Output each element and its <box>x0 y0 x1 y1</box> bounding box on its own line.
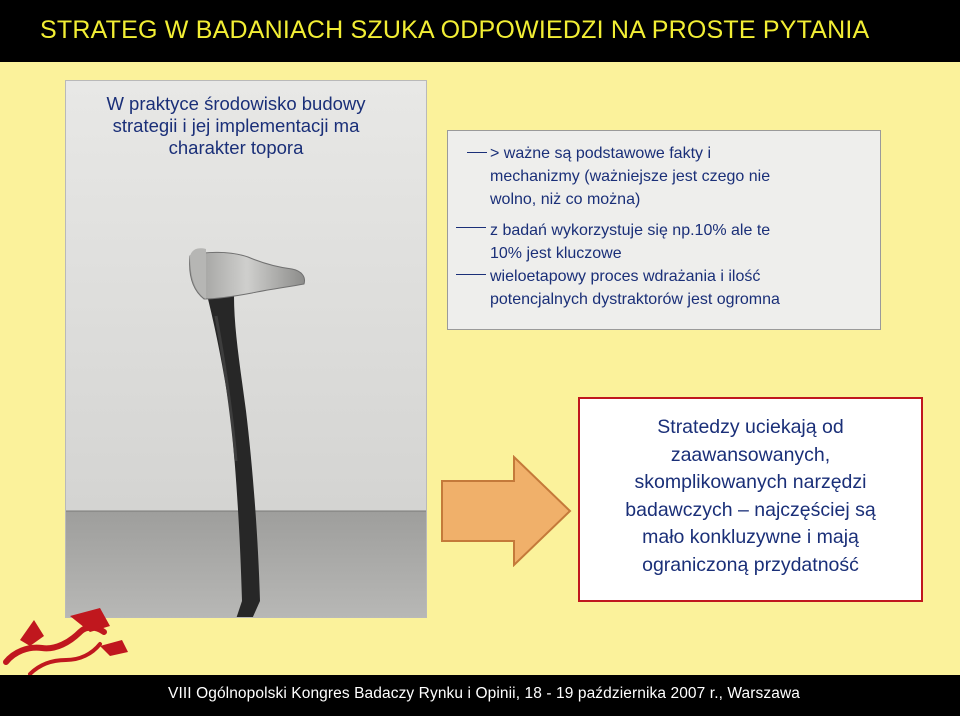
callout-text <box>580 414 921 579</box>
callout-line: Stratedzy uciekają od <box>657 416 844 438</box>
fact-line: z badań wykorzystuje się np.10% ale te <box>490 222 771 239</box>
axe-photo <box>66 81 427 618</box>
fact-line: > ważne są podstawowe fakty i <box>490 145 712 162</box>
callout-line: ograniczoną przydatność <box>642 553 859 576</box>
footer-bar <box>0 675 960 716</box>
caption-line: strategii i jej implementacji ma <box>112 115 360 136</box>
bullet-dash <box>456 274 486 275</box>
photo-caption <box>66 93 406 159</box>
footer-text: VIII Ogólnopolski Kongres Badaczy Rynku i Opinii, 18 - 19 października 2007 r., Warszawa <box>168 685 800 702</box>
conclusion-callout <box>578 397 923 602</box>
fact-line: wolno, niż co można) <box>490 191 641 208</box>
axe-photo-panel <box>65 80 427 618</box>
fact-line: potencjalnych dystraktorów jest ogromna <box>490 291 780 308</box>
fact-item <box>490 219 878 265</box>
fact-item <box>490 142 878 211</box>
right-arrow-icon <box>440 455 572 567</box>
page-title: STRATEG W BADANIACH SZUKA ODPOWIEDZI NA PROSTE PYTANIA <box>40 16 870 44</box>
fact-item <box>490 265 878 311</box>
callout-line: badawczych – najczęściej są <box>625 498 876 521</box>
fact-line: mechanizmy (ważniejsze jest czego nie <box>490 168 771 185</box>
callout-line: zaawansowanych, <box>670 443 831 466</box>
caption-line: charakter topora <box>168 137 304 158</box>
facts-box <box>447 130 881 330</box>
callout-line: mało konkluzywne i mają <box>642 526 859 548</box>
congress-logo-icon <box>0 606 140 678</box>
callout-line: skomplikowanych narzędzi <box>634 471 867 493</box>
title-bar <box>0 0 960 62</box>
bullet-dash <box>456 227 486 228</box>
caption-line: W praktyce środowisko budowy <box>106 93 366 114</box>
fact-line: wieloetapowy proces wdrażania i ilość <box>490 268 761 285</box>
bullet-dash <box>467 152 487 153</box>
fact-line: 10% jest kluczowe <box>490 245 622 262</box>
